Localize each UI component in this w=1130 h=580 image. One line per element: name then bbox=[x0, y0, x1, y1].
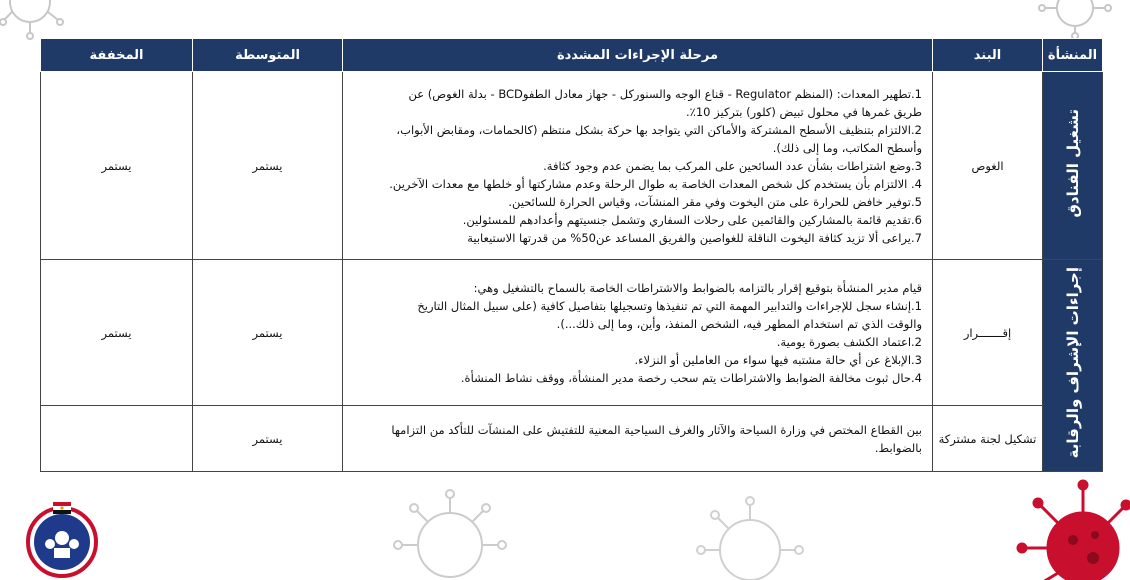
procedure-line: بالضوابط. bbox=[874, 440, 922, 455]
strict-procedures-cell bbox=[343, 406, 933, 472]
procedure-line: 7.يراعى ألا تزيد كثافة اليخوت الناقلة للغواصين والفريق المساعد عن50% من قدرتها الاستيعابية bbox=[467, 230, 922, 245]
procedure-line: 5.توفير خافض للحرارة على متن اليخوت وفي مقر المنشآت، وقياس الحرارة للسائحين. bbox=[508, 194, 922, 209]
item-cell: إقـــــــرار bbox=[933, 260, 1043, 406]
procedure-line: 4. الالتزام بأن يستخدم كل شخص المعدات الخاصة به طوال الرحلة وعدم مشاركتها أو خلطها مع معدات الآخرين. bbox=[389, 176, 922, 191]
procedure-line: 6.تقديم قائمة بالمشاركين والقائمين على رحلات السفاري وتشمل جنسيتهم وأعدادهم للمسئولين. bbox=[462, 212, 922, 227]
virus-decoration-red bbox=[1005, 470, 1130, 580]
strict-procedures-cell bbox=[343, 260, 933, 406]
facility-label: تشغيل الفنادق bbox=[1063, 108, 1082, 218]
virus-decoration-bottom-center bbox=[380, 480, 520, 580]
virus-decoration-bottom-right-gray bbox=[680, 480, 820, 580]
procedure-line: 1.إنشاء سجل للإجراءات والتدابير المهمة التي تم تنفيذها وتسجيلها بتفاصيل كافية (على سبيل المثال التاريخ bbox=[417, 298, 922, 313]
item-cell: تشكيل لجنة مشتركة bbox=[933, 406, 1043, 472]
item-cell: الغوص bbox=[933, 72, 1043, 260]
strict-procedures-cell bbox=[343, 72, 933, 260]
relaxed-phase-cell: يستمر bbox=[41, 72, 193, 260]
facility-label: إجراءات الإشراف والرقابة bbox=[1063, 267, 1082, 459]
medium-phase-cell: يستمر bbox=[193, 72, 343, 260]
ministry-logo bbox=[24, 500, 100, 578]
procedure-line: بين القطاع المختص في وزارة السياحة والآثار والغرف السياحية المعنية للتفتيش على المنشآت للتأكد من التزامها bbox=[391, 422, 922, 437]
procedure-line: قيام مدير المنشأة بتوقيع إقرار بالتزامه بالضوابط والاشتراطات الخاصة بالسماح بالتشغيل وهي: bbox=[473, 280, 922, 295]
header-facility: المنشأة bbox=[1043, 39, 1103, 72]
table-row bbox=[41, 72, 1103, 260]
procedure-line: 4.حال ثبوت مخالفة الضوابط والاشتراطات يتم سحب رخصة مدير المنشأة، ووقف نشاط المنشأة. bbox=[460, 370, 922, 385]
header-strict-phase: مرحلة الإجراءات المشددة bbox=[343, 39, 933, 72]
procedure-line: طريق غمرها في محلول تبيض (كلور) بتركيز 10٪. bbox=[686, 104, 922, 119]
header-medium-phase: المتوسطة bbox=[193, 39, 343, 72]
procedure-line: والوقت الذي تم استخدام المطهر فيه، الشخص المنفذ، وأين، وما إلى ذلك...). bbox=[556, 316, 922, 331]
medium-phase-cell: يستمر bbox=[193, 406, 343, 472]
header-relaxed-phase: المخففة bbox=[41, 39, 193, 72]
table-header-row bbox=[41, 39, 1103, 72]
procedure-line: 2.اعتماد الكشف بصورة يومية. bbox=[776, 334, 922, 349]
virus-decoration-top-right bbox=[1030, 0, 1130, 40]
procedure-line: 3.وضع اشتراطات بشأن عدد السائحين على المركب بما يضمن عدم وجود كثافة. bbox=[543, 158, 922, 173]
table-row bbox=[41, 406, 1103, 472]
procedure-line: 3.الإبلاغ عن أي حالة مشتبه فيها سواء من العاملين أو النزلاء. bbox=[634, 352, 922, 367]
header-item: البند bbox=[933, 39, 1043, 72]
relaxed-phase-cell bbox=[41, 406, 193, 472]
facility-cell bbox=[1043, 260, 1103, 472]
table-row bbox=[41, 260, 1103, 406]
relaxed-phase-cell: يستمر bbox=[41, 260, 193, 406]
procedure-line: وأسطح المكاتب، وما إلى ذلك). bbox=[772, 140, 922, 155]
procedure-line: 1.تطهير المعدات: (المنظم Regulator - قناع الوجه والسنوركل - جهاز معادل الطفوBCD - بدلة الغوص) عن bbox=[408, 86, 922, 101]
virus-decoration-top-left bbox=[0, 0, 90, 40]
procedure-line: 2.الالتزام بتنظيف الأسطح المشتركة والأماكن التي يتواجد بها حركة بشكل منتظم (كالحمامات، ومقابض الأبواب، bbox=[396, 122, 922, 137]
procedures-table bbox=[40, 38, 1103, 472]
facility-cell bbox=[1043, 72, 1103, 260]
medium-phase-cell: يستمر bbox=[193, 260, 343, 406]
